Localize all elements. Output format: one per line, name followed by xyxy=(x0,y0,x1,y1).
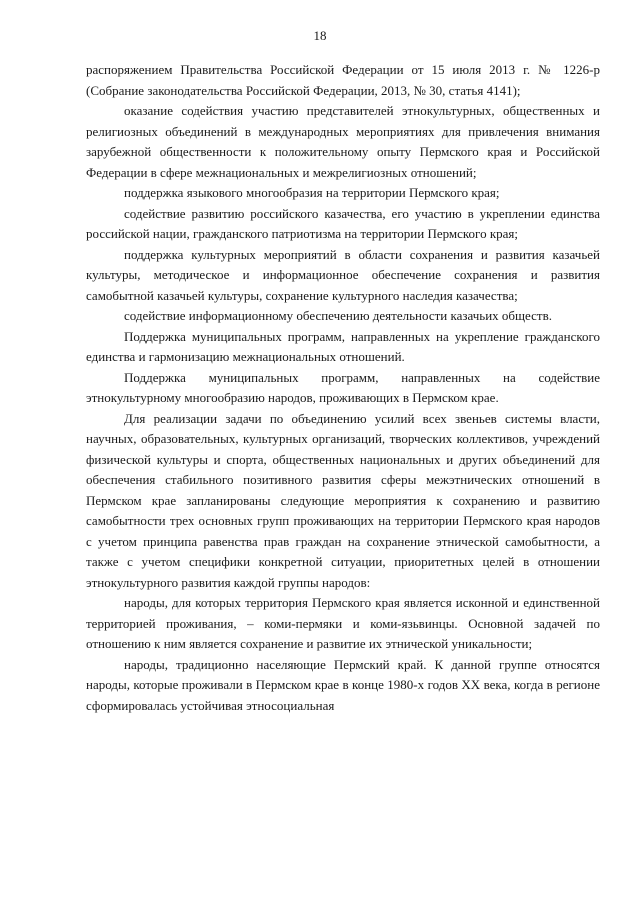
paragraph-decree-reference: распоряжением Правительства Российской Федерации от 15 июля 2013 г. № 1226-р (Собрание законодательства Российской Федерации, 2013, № 30, статья 4141); xyxy=(86,62,600,98)
paragraph-cossack-information: содействие информационному обеспечению деятельности казачьих обществ. xyxy=(124,308,552,323)
paragraph-traditional-peoples: народы, традиционно населяющие Пермский край. К данной группе относятся народы, которые проживали в Пермском крае в конце 1980-х годов XX века, когда в регионе сформировалась устойчивая этносоциальная xyxy=(86,656,600,713)
paragraph-task-implementation: Для реализации задачи по объединению усилий всех звеньев системы власти, научных, образовательных, культурных организаций, творческих коллективов, учреждений физической культуры и спорта, общественных национальных и других объединений для обеспечения стабильного позитивного развития сферы межэтнических отношений в Пермском крае запланированы следующие мероприятия к сохранению и развитию самобытности трех основных групп проживающих на территории Пермского края народов с учетом принципа равенства прав граждан на сохранение этнической самобытности, а также с учетом специфики конкретной ситуации, приоритетных целей в отношении этнокультурного развития каждой группы народов: xyxy=(86,410,600,590)
paragraph-cossack-development: содействие развитию российского казачества, его участию в укреплении единства российской нации, гражданского патриотизма на территории Пермского края; xyxy=(86,205,600,241)
page-number: 18 xyxy=(313,28,327,43)
paragraph-cossack-culture: поддержка культурных мероприятий в области сохранения и развития казачьей культуры, методическое и информационное обеспечение сохранения и развития самобытной казачьей культуры, сохранение культурного наследия казачества; xyxy=(86,246,600,303)
paragraph-municipal-unity: Поддержка муниципальных программ, направленных на укрепление гражданского единства и гармонизацию межнациональных отношений. xyxy=(86,328,600,364)
paragraph-language-diversity: поддержка языкового многообразия на территории Пермского края; xyxy=(124,185,500,200)
paragraph-indigenous-peoples: народы, для которых территория Пермского края является исконной и единственной территорией проживания, – коми-пермяки и коми-язьвинцы. Основной задачей по отношению к ним является сохранение и развитие их этнической уникальности; xyxy=(86,595,600,651)
paragraph-international-assistance: оказание содействия участию представителей этнокультурных, общественных и религиозных объединений в международных мероприятиях для привлечения внимания зарубежной общественности к положительному опыту Пермского края и Российской Федерации в сфере межнациональных и межрелигиозных отношений; xyxy=(86,103,600,180)
document-body xyxy=(86,60,600,716)
paragraph-municipal-diversity: Поддержка муниципальных программ, направленных на содействие этнокультурному многообразию народов, проживающих в Пермском крае. xyxy=(86,369,600,405)
